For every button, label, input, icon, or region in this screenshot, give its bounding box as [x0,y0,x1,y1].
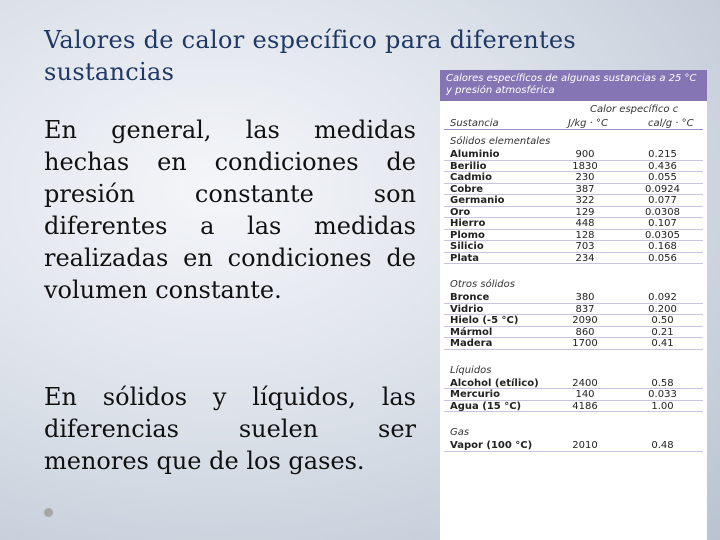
table-row [440,401,707,413]
value-calories: 0.50 [651,315,674,326]
value-calories: 0.055 [648,172,677,183]
table-section-header [440,412,707,440]
value-joules: 2400 [572,377,598,389]
table-title: Calores específicos de algunas sustancias a 25 °C y presión atmosférica [440,70,707,101]
value-joules: 1830 [572,160,598,172]
substance-name: Hielo (-5 °C) [450,315,519,326]
substance-name: Cadmio [450,172,492,183]
value-calories: 0.0924 [645,183,680,195]
table-row [440,207,707,219]
value-calories: 1.00 [651,400,674,412]
substance-name: Oro [450,206,471,218]
header-divider [444,129,703,130]
paragraph-pressure-volume: En general, las medidas hechas en condiciones de presión constante son diferentes a las medidas realizadas en condiciones de volumen constante. [44,116,416,304]
table-row [440,195,707,207]
value-calories: 0.107 [648,218,677,229]
table-row [440,253,707,265]
value-joules: 4186 [572,400,598,412]
value-calories: 0.200 [648,303,677,315]
table-row [440,304,707,316]
substance-name: Cobre [450,183,484,195]
substance-name: Madera [450,338,493,349]
substance-name: Berilio [450,160,487,172]
table-row [440,378,707,390]
substance-name: Mercurio [450,389,500,400]
empty-bullet [44,508,53,517]
table-row [440,241,707,253]
value-calories: 0.056 [648,252,677,264]
value-joules: 380 [575,292,595,303]
value-joules: 837 [575,303,595,315]
substance-name: Mármol [450,326,493,338]
value-joules: 387 [575,183,595,195]
substance-name: Germanio [450,195,505,206]
section-label: Sólidos elementales [450,136,551,147]
substance-name: Vapor (100 °C) [450,440,533,451]
value-calories: 0.092 [648,292,677,303]
value-joules: 140 [575,389,595,400]
value-calories: 0.21 [651,326,674,338]
value-calories: 0.0308 [645,206,680,218]
table-section-header [440,264,707,292]
substance-name: Hierro [450,218,486,229]
value-calories: 0.0305 [645,229,680,241]
value-joules: 230 [575,172,595,183]
substance-name: Bronce [450,292,490,303]
section-label: Gas [450,427,470,438]
value-joules: 128 [575,229,595,241]
value-joules: 703 [575,241,595,252]
slide-title: Valores de calor específico para diferentes sustancias [44,26,577,86]
table-row [440,230,707,242]
table-section-header [440,350,707,378]
section-label: Otros sólidos [450,279,515,290]
value-calories: 0.215 [648,149,677,160]
substance-name: Agua (15 °C) [450,400,522,412]
value-joules: 234 [575,252,595,264]
table-body [440,131,707,452]
table-section-header [440,131,707,149]
value-joules: 1700 [572,338,598,349]
specific-heat-table [440,70,707,540]
value-joules: 860 [575,326,595,338]
table-row [440,149,707,161]
substance-name: Vidrio [450,303,484,315]
substance-name: Aluminio [450,149,500,160]
table-row [440,315,707,327]
table-row [440,440,707,452]
substance-name: Plata [450,252,480,264]
table-row [440,338,707,350]
value-joules: 322 [575,195,595,206]
substance-name: Silicio [450,241,484,252]
value-calories: 0.077 [648,195,677,206]
column-header-unit-joules: J/kg · °C [568,118,608,129]
value-calories: 0.41 [651,338,674,349]
value-calories: 0.168 [648,241,677,252]
value-joules: 900 [575,149,595,160]
table-row [440,389,707,401]
value-joules: 129 [575,206,595,218]
value-calories: 0.48 [651,440,674,451]
section-label: Líquidos [450,364,492,376]
table-column-headers [440,101,707,131]
substance-name: Alcohol (etílico) [450,377,539,389]
value-calories: 0.436 [648,160,677,172]
table-row [440,161,707,173]
column-header-unit-calories: cal/g · °C [648,118,694,129]
column-group-header: Calor específico c [590,104,679,115]
value-joules: 448 [575,218,595,229]
paragraph-solids-liquids: En sólidos y líquidos, las diferencias suelen ser menores que de los gases. [44,383,416,475]
column-header-substance: Sustancia [450,118,499,129]
value-joules: 2090 [572,315,598,326]
table-row [440,327,707,339]
table-row [440,172,707,184]
table-row [440,292,707,304]
substance-name: Plomo [450,229,485,241]
value-calories: 0.58 [651,377,674,389]
table-row [440,184,707,196]
table-row [440,218,707,230]
value-calories: 0.033 [648,389,677,400]
value-joules: 2010 [572,440,598,451]
